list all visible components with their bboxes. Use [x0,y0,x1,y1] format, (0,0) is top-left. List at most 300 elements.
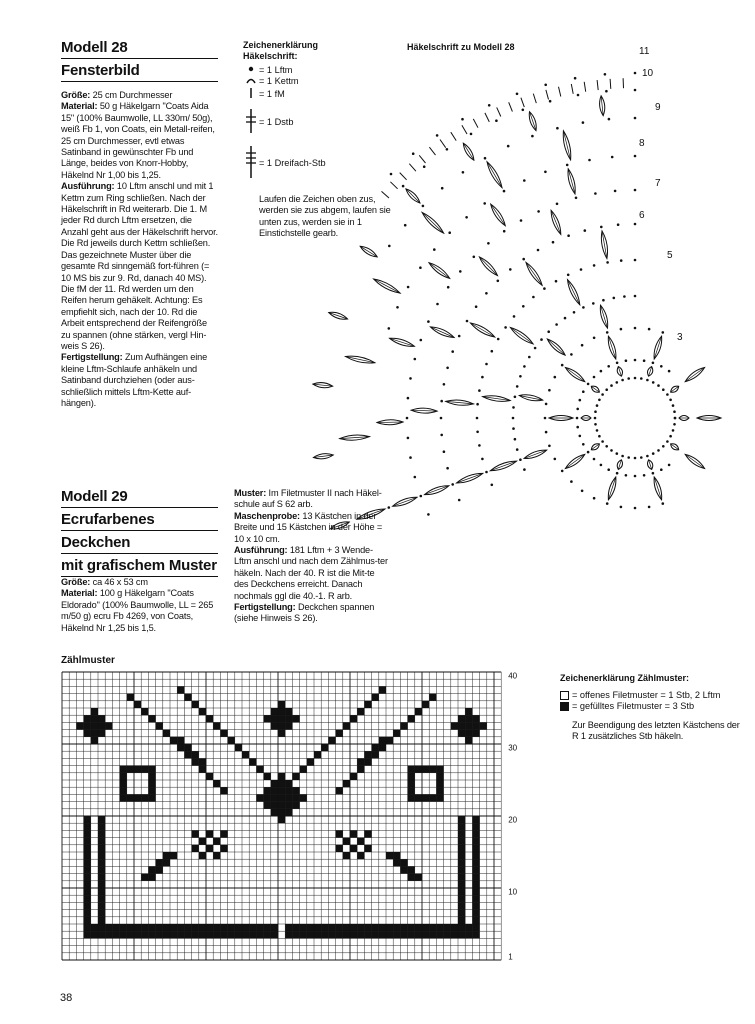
filled-cell [408,866,415,873]
filled-cell [278,708,285,715]
filled-cell [292,802,299,809]
stitch-stem [565,454,584,468]
chain-dot [516,385,519,388]
filled-cell [350,830,357,837]
filled-cell [307,931,314,938]
chain-dot [587,451,590,454]
chain-dot [643,474,646,477]
filled-cell [228,931,235,938]
filled-cell [336,845,343,852]
filled-cell [343,722,350,729]
filled-cell [148,866,155,873]
chain-dot [514,396,517,399]
filled-cell [415,931,422,938]
filled-cell [206,715,213,722]
filled-cell [451,722,458,729]
chain-dot [672,404,675,407]
filled-cell [465,931,472,938]
chain-dot [598,399,601,402]
chain-dot [657,449,660,452]
chain-dot [600,226,603,229]
stitch-stem [479,257,497,276]
filled-cell [379,744,386,751]
filled-cell [177,924,184,931]
filled-cell [436,794,443,801]
stitch-stem [490,461,516,471]
chain-dot [592,302,595,305]
chain-dot [634,457,637,460]
chain-dot [549,100,552,103]
filled-cell [321,744,328,751]
filled-cell [422,766,429,773]
filled-cell [364,845,371,852]
filled-cell [98,931,105,938]
filled-cell [372,744,379,751]
filled-cell [148,715,155,722]
filled-cell [300,924,307,931]
filled-cell [156,866,163,873]
filled-cell [400,866,407,873]
legend-note: Laufen die Zeichen oben zus, werden sie zus abgem, laufen sie unten zus, werden sie in 1 Einstichstelle gearb. [259,194,391,239]
filled-cell [436,924,443,931]
chain-dot [440,400,443,403]
chain-dot [605,90,608,93]
filled-cell [120,924,127,931]
filled-cell [271,708,278,715]
filled-cell [408,924,415,931]
filled-cell [98,895,105,902]
model28-execution [61,181,218,352]
filled-cell [256,931,263,938]
filled-cell [480,722,487,729]
filled-cell [84,715,91,722]
filled-cell [357,838,364,845]
filled-cell [408,874,415,881]
filled-cell [278,701,285,708]
single-crochet-mark [462,125,467,134]
filled-cell [458,722,465,729]
filled-cell [228,924,235,931]
filled-cell [364,751,371,758]
chain-dot [443,450,446,453]
filled-cell [300,794,307,801]
round-number-label: 11 [639,46,650,57]
filled-cell [278,715,285,722]
filled-cell [213,838,220,845]
filled-cell [292,931,299,938]
filled-cell [278,780,285,787]
chain-dot [605,445,608,448]
filled-cell [256,924,263,931]
chain-dot [516,93,519,96]
chain-dot [657,384,660,387]
filled-cell [98,902,105,909]
chain-dot [666,393,669,396]
filled-cell [472,715,479,722]
filled-cell [379,931,386,938]
filled-cell [256,766,263,773]
filled-cell [328,931,335,938]
filled-cell [220,830,227,837]
single-crochet-mark [571,84,573,94]
filled-cell [105,931,112,938]
chain-dot [561,364,564,367]
filled-cell [422,931,429,938]
filled-cell [192,758,199,765]
material-text: 50 g Häkelgarn "Coats Aida 15" (100% Baumwolle, LL 330m/ 50g), weiß Fb 1, von Coats, ein Metall-reifen, 25 cm Durchmesser, evtl etwas Satinband in gewünschter Fb und Länge, beides von Knorr-Hobby, Häkelnd Nr 1,00 bis 1,25. [61,101,215,180]
filled-cell [285,924,292,931]
round-number-label: 6 [639,210,645,221]
filled-cell [112,931,119,938]
filled-cell [206,773,213,780]
filled-cell [472,895,479,902]
filled-cell [436,780,443,787]
filled-cell [336,931,343,938]
filled-cell [199,766,206,773]
filled-cell [242,751,249,758]
chain-dot [646,455,649,458]
chain-dot [593,264,596,267]
filled-cell [458,823,465,830]
filled-cell [134,701,141,708]
filled-cell [170,931,177,938]
filled-cell [84,845,91,852]
stitch-stem [565,368,584,382]
chain-dot [594,410,597,413]
filled-cell [199,852,206,859]
chain-dot [668,370,671,373]
chain-dot [548,389,551,392]
filled-cell [379,924,386,931]
filled-cell [213,924,220,931]
filled-cell [91,722,98,729]
filled-cell [458,816,465,823]
filled-cell [400,722,407,729]
finishing-label: Fertigstellung: [234,602,296,613]
chain-dot [485,471,488,474]
single-crochet-mark [559,87,561,97]
filled-cell [465,737,472,744]
chain-dot [662,331,665,334]
chain-dot [504,326,507,329]
filled-cell [429,924,436,931]
filled-cell [163,730,170,737]
chain-dot [407,437,410,440]
filled-cell [220,730,227,737]
chain-dot [576,426,579,429]
chain-dot [497,280,500,283]
filled-cell [429,766,436,773]
filled-cell [429,694,436,701]
filled-cell [98,838,105,845]
chain-dot [648,328,651,331]
chain-dot [476,417,479,420]
chain-dot [473,256,476,259]
filled-cell [91,737,98,744]
single-crochet-mark [546,90,549,100]
chain-dot [534,347,537,350]
filled-cell [206,924,213,931]
chain-dot [555,323,558,326]
chain-dot [522,258,525,261]
row-number-label: 40 [508,671,518,681]
chain-dot [662,502,665,505]
filled-cell [242,924,249,931]
filled-cell [386,931,393,938]
filled-cell [357,708,364,715]
chain-dot [673,410,676,413]
chain-dot [407,286,410,289]
chain-dot [582,390,585,393]
filled-cell [235,744,242,751]
filled-cell [472,852,479,859]
chain-dot [491,350,494,353]
chain-dot [443,383,446,386]
filled-cell [84,881,91,888]
model29-header [61,487,218,577]
chain-dot [634,189,637,192]
filled-cell [84,730,91,737]
filled-cell [98,888,105,895]
chain-dot [544,171,547,174]
chain-dot [440,434,443,437]
chain-dot [420,495,423,498]
legend-subheading: Häkelschrift: [243,51,298,61]
filled-cell [285,715,292,722]
chain-dot [514,438,517,441]
filled-cell [134,931,141,938]
chain-dot [662,445,665,448]
chain-dot [406,417,409,420]
chain-dot [652,452,655,455]
chain-dot [465,216,468,219]
chain-dot [409,456,412,459]
chain-dot [481,376,484,379]
filled-cell [134,766,141,773]
filled-cell [472,722,479,729]
filled-cell [357,931,364,938]
legend-triple-text: = 1 Dreifach-Stb [259,158,326,168]
filled-cell [444,931,451,938]
chain-dot [396,306,399,309]
filled-cell [415,708,422,715]
legend-heading: Zeichenerklärung [243,40,319,50]
chain-dot [483,202,486,205]
filled-cell [472,902,479,909]
row-number-label: 1 [508,952,513,962]
filled-cell [91,730,98,737]
filled-cell [422,701,429,708]
filled-cell [84,874,91,881]
chain-dot [570,353,573,356]
chain-dot [512,417,515,420]
chain-dot [594,192,597,195]
filled-cell [163,859,170,866]
chain-dot [523,179,526,182]
filled-cell [364,924,371,931]
model29-material [61,588,218,634]
chain-dot [640,456,643,459]
row-number-label: 20 [508,815,518,825]
chain-dot [652,472,655,475]
size-text: ca 46 x 53 cm [90,577,148,587]
filled-cell [192,931,199,938]
stitch-stem [430,327,454,338]
chain-dot [605,388,608,391]
pattern-label: Muster: [234,488,267,498]
chain-dot [634,377,637,380]
execution-text: 10 Lftm anschl und mit 1 Kettm zum Ring schließen. Nach der Häkelschrift in Rd weiterarb. Die 1. M jeder Rd durch Lftm ersetzen, die Anzahl geht aus der Häkelschrift hervor. Die Rd jeweils durch Kettm schließen. Das gezeichnete Muster über die gesamte Rd sinngemäß fort-führen (= 10 MS bis zur 9. Rd, danach 40 MS). Die fM der 11. Rd werden um den Reifen herum gehäkelt. Achtung: Es empfiehlt sich, nach der 10. Rd die Arbeit entsprechend der Reifengröße zu spannen (ohne stärken, vergl Hin-weis S 26). [61,181,218,351]
filled-cell [364,758,371,765]
chain-dot [606,261,609,264]
chain-dot [519,375,522,378]
filled-cell [372,924,379,931]
chain-dot [523,468,526,471]
filled-cell [472,859,479,866]
chain-dot [596,404,599,407]
chain-dot [409,377,412,380]
chart-legend-note: Zur Beendigung des letzten Kästchens der R 1 zusätzliches Stb häkeln. [572,720,740,742]
filled-cell [148,874,155,881]
filled-cell [120,773,127,780]
chain-dot [623,295,626,298]
chain-dot [634,117,637,120]
filled-cell [213,852,220,859]
finishing-label: Fertigstellung: [61,352,123,363]
filled-cell [98,910,105,917]
round-number-label: 9 [655,102,661,113]
filled-cell [184,931,191,938]
filled-cell [271,722,278,729]
chain-dot [616,452,619,455]
filled-cell [292,715,299,722]
chain-dot [616,362,619,365]
legend-row-double [243,108,391,137]
chain-dot [512,427,515,430]
material-label: Material: [61,101,98,112]
filled-cell [278,787,285,794]
chain-dot [576,417,579,420]
chain-dot [388,327,391,330]
filled-cell [84,895,91,902]
filled-cell [192,845,199,852]
single-crochet-mark [597,80,598,90]
chart-legend-heading: Zeichenerklärung Zählmuster: [560,673,690,683]
filled-cell [84,830,91,837]
chain-dot [522,305,525,308]
chain-dot [554,458,557,461]
filled-cell [170,924,177,931]
chain-dot [669,399,672,402]
filled-cell [321,924,328,931]
filled-cell [472,888,479,895]
filled-cell [429,931,436,938]
filled-cell [400,931,407,938]
filled-cell [472,816,479,823]
filled-cell [357,924,364,931]
stitch-stem [360,246,377,257]
filled-cell [465,924,472,931]
filled-cell [472,881,479,888]
chain-dot [669,435,672,438]
filled-cell [264,773,271,780]
chain-dot [404,224,407,227]
finishing-text: Zum Aufhängen eine kleine Lftm-Schlaufe anhäkeln und Satinband durchziehen (oder aus-schließlich mittels Lftm-Kette auf-hängen). [61,352,208,408]
chain-dot [602,299,605,302]
filled-cell [170,852,177,859]
stitch-stem [406,189,420,203]
filled-cell [350,931,357,938]
chain-dot [446,148,449,151]
filled-cell [350,845,357,852]
chain-dot [606,331,609,334]
chain-dot [523,365,526,368]
filled-cell [249,931,256,938]
filled-cell [458,838,465,845]
filled-cell [228,737,235,744]
chain-dot [634,475,637,478]
filled-cell [192,924,199,931]
chain-dot [604,73,607,76]
chain-dot [459,270,462,273]
chain-dot [582,306,585,309]
filled-cell [458,917,465,924]
chain-dot [512,406,515,409]
model29-gauge [234,511,390,545]
filled-cell [386,737,393,744]
filled-cell [465,722,472,729]
filled-cell [472,874,479,881]
filled-cell [127,924,134,931]
chain-dot [634,359,637,362]
filled-cell [364,830,371,837]
filled-cell [120,931,127,938]
filled-cell [444,924,451,931]
filled-cell [292,787,299,794]
legend-filled-row [560,701,750,712]
filled-cell [177,686,184,693]
filled-cell [285,722,292,729]
chain-dot [556,203,559,206]
filled-cell [285,780,292,787]
filled-cell [393,852,400,859]
filled-cell [84,838,91,845]
single-crochet-mark [610,79,611,89]
stitch-stem [377,422,403,423]
chain-dot [580,268,583,271]
chain-dot [545,431,548,434]
filled-cell [472,845,479,852]
filled-cell [472,823,479,830]
chain-dot [596,429,599,432]
stitch-stem [685,368,704,382]
filled-cell [98,881,105,888]
chain-dot [484,157,487,160]
filled-cell [393,859,400,866]
chain-dot [556,127,559,130]
chain-dot [660,468,663,471]
model29-finishing [234,602,390,625]
single-crochet-mark [521,98,524,107]
chain-dot [567,274,570,277]
filled-cell [343,852,350,859]
filled-cell [271,794,278,801]
chain-dot [593,458,596,461]
single-crochet-mark [390,182,397,189]
single-crochet-mark [509,102,513,111]
chain-dot [548,445,551,448]
filled-cell [372,694,379,701]
